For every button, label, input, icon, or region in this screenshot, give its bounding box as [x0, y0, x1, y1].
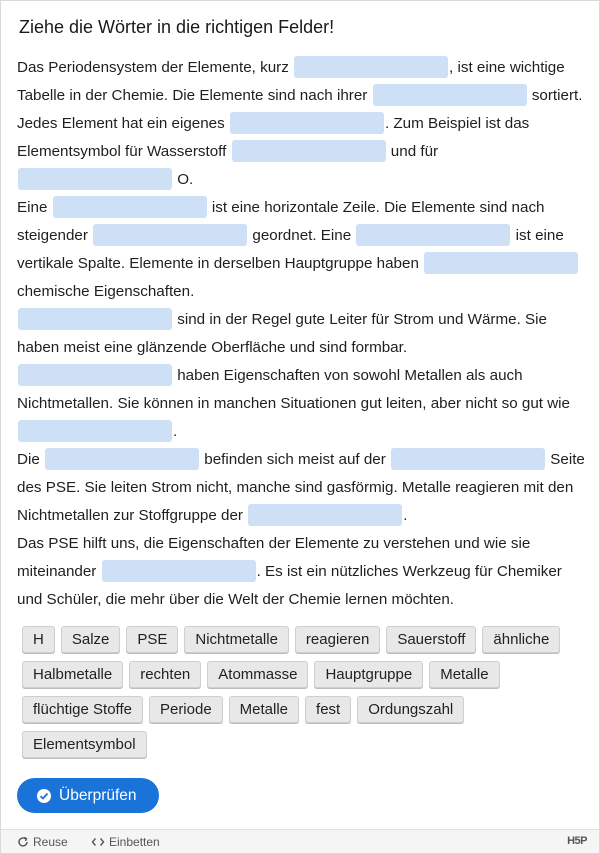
drop-zone[interactable]	[45, 448, 199, 470]
text-segment: Seite des PSE. Sie leiten Strom nicht, manche sind gasförmig. Metalle reagieren mit den Nichtmetallen zur Stoffgruppe der	[17, 451, 585, 524]
embed-button[interactable]	[91, 835, 160, 849]
check-circle-icon	[37, 789, 51, 803]
word-chip[interactable]: flüchtige Stoffe	[22, 696, 143, 723]
reuse-label: Reuse	[33, 835, 68, 849]
drop-zone[interactable]	[93, 224, 247, 246]
text-segment: Das PSE hilft uns, die Eigenschaften der Elemente zu verstehen und wie sie miteinander	[17, 535, 531, 580]
text-segment: haben Eigenschaften von sowohl Metallen als auch Nichtmetallen. Sie können in manchen Situationen gut leiten, aber nicht so gut wie	[17, 367, 570, 412]
word-chip[interactable]: Hauptgruppe	[314, 661, 423, 688]
drop-zone[interactable]	[18, 420, 172, 442]
drop-zone[interactable]	[391, 448, 545, 470]
text-segment: .	[403, 507, 408, 524]
text-segment: O.	[177, 171, 194, 188]
word-chip[interactable]: rechten	[129, 661, 201, 688]
word-chip[interactable]: Sauerstoff	[386, 626, 476, 653]
word-chip[interactable]: Salze	[61, 626, 121, 653]
text-segment: . Es ist ein nützliches Werkzeug für Chemiker und Schüler, die mehr über die Welt der Chemie lernen möchten.	[17, 563, 562, 608]
drop-zone[interactable]	[102, 560, 256, 582]
word-chip[interactable]: Ordungszahl	[357, 696, 464, 723]
text-segment: sortiert. Jedes Element hat ein eigenes	[17, 87, 583, 132]
word-chip[interactable]: Metalle	[429, 661, 499, 688]
task-title: Ziehe die Wörter in die richtigen Felder!	[19, 17, 335, 37]
word-chip[interactable]: H	[22, 626, 55, 653]
word-chip[interactable]: Metalle	[229, 696, 299, 723]
word-chip[interactable]: fest	[305, 696, 351, 723]
text-segment: chemische Eigenschaften.	[17, 283, 195, 300]
text-segment: geordnet. Eine	[252, 227, 352, 244]
word-chip[interactable]: Elementsymbol	[22, 731, 147, 758]
cloze-text	[17, 54, 587, 614]
reuse-icon	[17, 836, 29, 848]
word-chip[interactable]: Halbmetalle	[22, 661, 123, 688]
h5p-logo: H5P	[567, 835, 587, 847]
word-chip[interactable]: reagieren	[295, 626, 380, 653]
drop-zone[interactable]	[18, 364, 172, 386]
text-segment: sind in der Regel gute Leiter für Strom und Wärme. Sie haben meist eine glänzende Oberfläche und sind formbar.	[17, 311, 547, 356]
footer-bar	[1, 829, 599, 853]
text-segment: . Zum Beispiel ist das Elementsymbol für Wasserstoff	[17, 115, 530, 160]
drop-zone[interactable]	[230, 112, 384, 134]
word-chip[interactable]: Nichtmetalle	[184, 626, 289, 653]
drop-zone[interactable]	[373, 84, 527, 106]
word-chip[interactable]: Atommasse	[207, 661, 308, 688]
text-segment: Die	[17, 451, 40, 468]
reuse-button[interactable]	[17, 835, 68, 849]
text-segment: Das Periodensystem der Elemente, kurz	[17, 59, 289, 76]
check-button[interactable]	[17, 778, 159, 813]
text-segment: befinden sich meist auf der	[204, 451, 386, 468]
drop-zone[interactable]	[18, 308, 172, 330]
word-pool	[22, 626, 582, 766]
text-segment: Eine	[17, 199, 48, 216]
text-segment: .	[173, 423, 178, 440]
drop-zone[interactable]	[248, 504, 402, 526]
word-chip[interactable]: ähnliche	[482, 626, 560, 653]
drop-zone[interactable]	[424, 252, 578, 274]
drop-zone[interactable]	[18, 168, 172, 190]
text-segment: und für	[390, 143, 439, 160]
word-chip[interactable]: PSE	[126, 626, 178, 653]
text-segment: , ist eine wichtige Tabelle in der Chemie. Die Elemente sind nach ihrer	[17, 59, 565, 104]
drop-zone[interactable]	[232, 140, 386, 162]
drop-zone[interactable]	[53, 196, 207, 218]
text-segment: ist eine horizontale Zeile. Die Elemente sind nach steigender	[17, 199, 545, 244]
code-icon	[91, 836, 105, 848]
text-segment: ist eine vertikale Spalte. Elemente in derselben Hauptgruppe haben	[17, 227, 564, 272]
check-button-label: Überprüfen	[59, 786, 137, 804]
drop-zone[interactable]	[294, 56, 448, 78]
embed-label: Einbetten	[109, 835, 160, 849]
drop-zone[interactable]	[356, 224, 510, 246]
word-chip[interactable]: Periode	[149, 696, 223, 723]
